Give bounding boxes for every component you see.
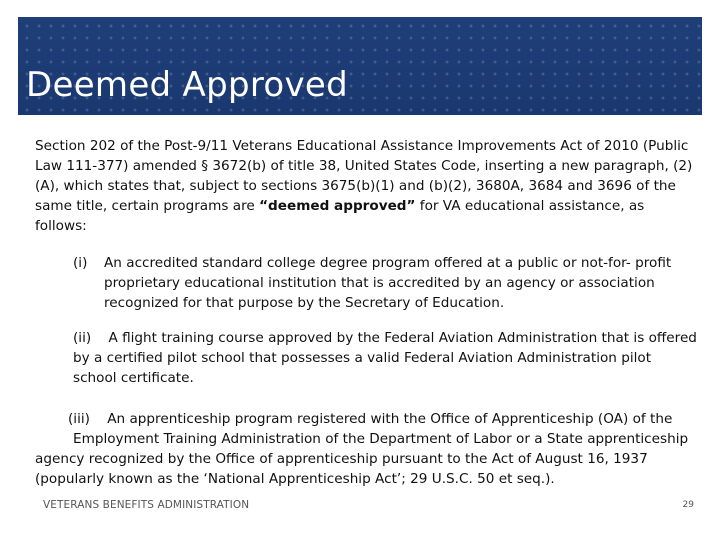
list-item <box>35 328 697 388</box>
list-item <box>35 409 697 489</box>
item-text: A flight training course approved by the Federal Aviation Administration that is offered by a certified pilot school that possesses a valid Federal Aviation Administration pilot school certificate. <box>73 330 697 386</box>
footer-org: VETERANS BENEFITS ADMINISTRATION <box>43 499 250 511</box>
intro-paragraph <box>35 136 697 236</box>
item-number: (iii) <box>68 411 90 427</box>
item-text-rest: agency recognized by the Office of apprenticeship pursuant to the Act of August 16, 1937 (popularly known as the ‘National Apprenticeship Act’; 29 U.S.C. 50 et seq.). <box>35 451 648 487</box>
slide-body <box>35 136 697 489</box>
item-text-line-2: Employment Training Administration of the Department of Labor or a State apprenticeship <box>73 431 689 447</box>
intro-bold-phrase: “deemed approved” <box>259 198 416 214</box>
page-number: 29 <box>682 500 694 510</box>
title-banner <box>18 17 702 115</box>
slide-title: Deemed Approved <box>26 65 349 105</box>
item-text-line-1: An apprenticeship program registered with the Office of Apprenticeship (OA) of the <box>107 411 673 427</box>
intro-text-end: for VA educational assistance, as follows: <box>35 198 645 234</box>
item-number: (ii) <box>73 330 92 346</box>
list-item <box>35 253 697 313</box>
item-number: (i) <box>73 255 88 271</box>
intro-text-start: Section 202 of the Post-9/11 Veterans Educational Assistance Improvements Act of 2010 (Public Law 111-377) amended § 3672(b) of title 38, United States Code, inserting a new paragraph, (2)(A), which states that, subject to sections 3675(b)(1) and (b)(2), 3680A, 3684 and 3696 of the same title, certain programs are <box>35 138 693 214</box>
item-text: An accredited standard college degree program offered at a public or not-for- profit proprietary educational institution that is accredited by an agency or association recognized for that purpose by the Secretary of Education. <box>104 255 672 311</box>
